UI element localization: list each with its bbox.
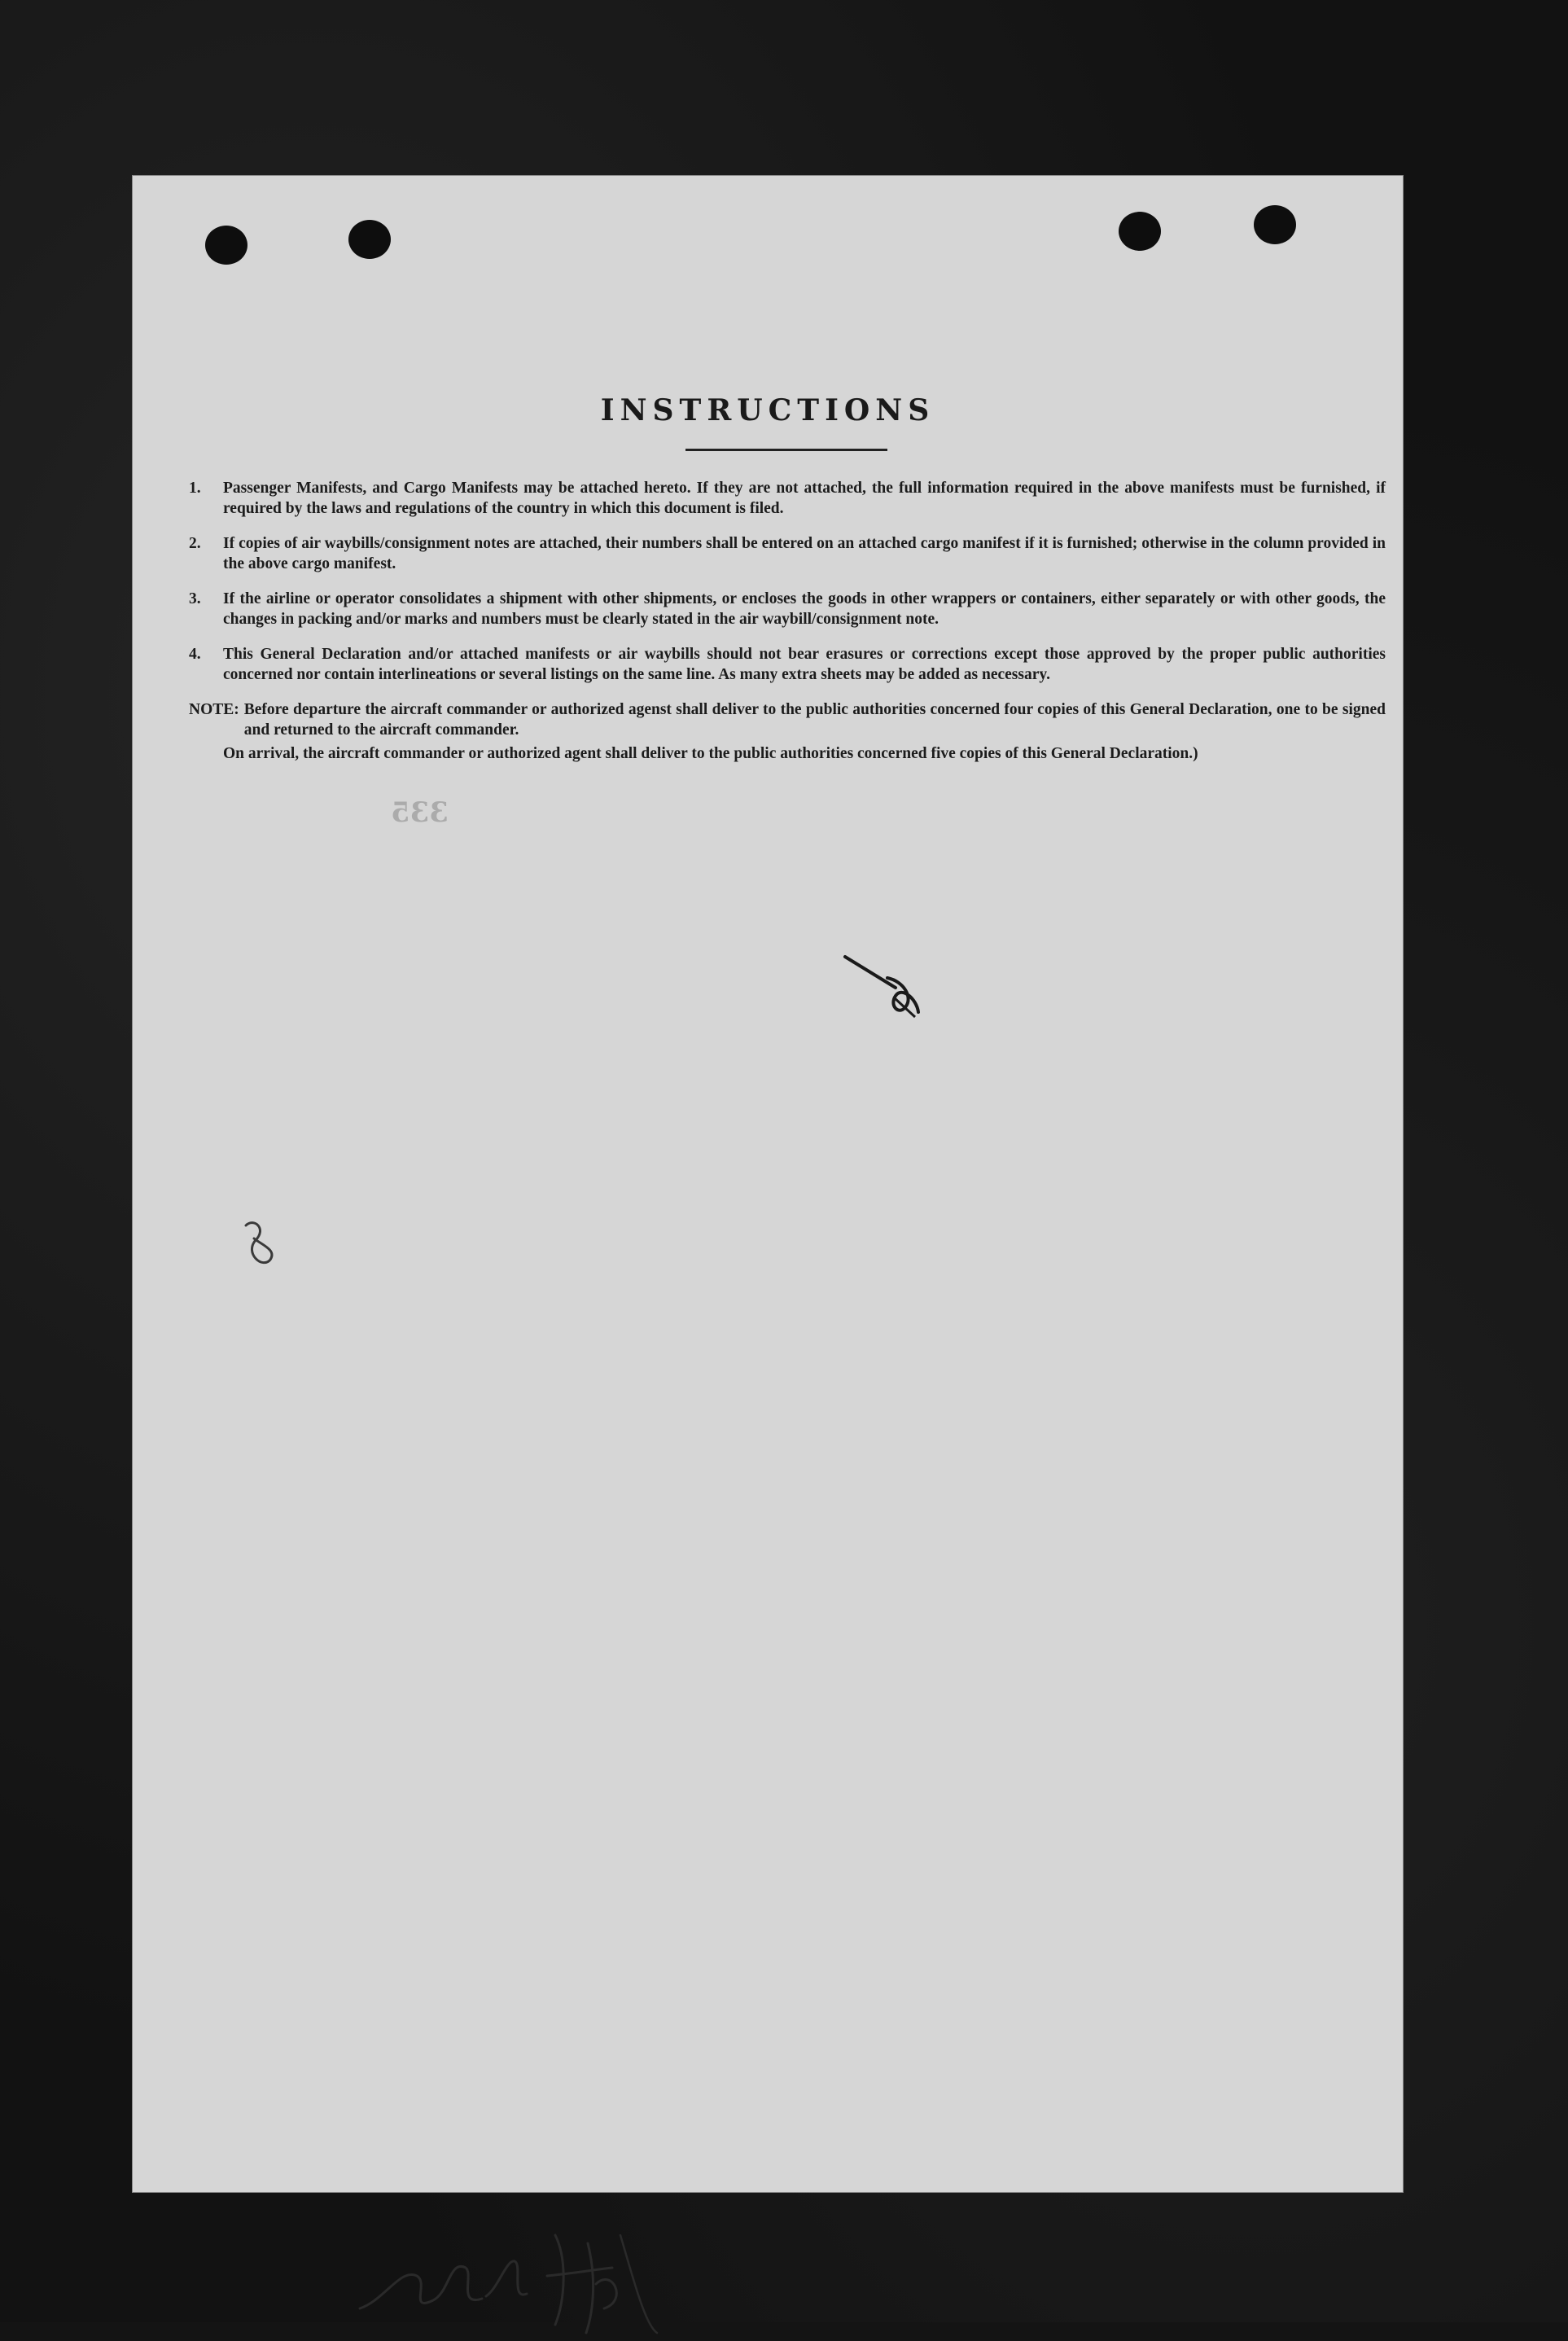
instruction-number: 3. [189,590,201,607]
instruction-number: 4. [189,646,201,663]
signature [352,2211,759,2341]
note-block [189,699,1386,740]
punch-hole [1254,205,1296,244]
title-underline [685,449,887,451]
instruction-number: 2. [189,535,201,552]
instruction-text: If the airline or operator consolidates a shipment with other shipments, or encloses the goods in other wrappers or containers, either separately or with other goods, the changes in packing and/or marks and numbers must be clearly stated in the air waybill/consignment note. [223,590,1386,628]
instruction-item [189,533,1386,574]
ink-mark [839,949,936,1038]
handwritten-eight-mark [238,1217,278,1278]
note-departure-text: Before departure the aircraft commander or authorized agenst shall deliver to the public authorities concerned four copies of this General Declaration, one to be signed and returned to the aircraft commander. [243,701,1386,739]
instruction-item [189,478,1386,519]
punch-hole [205,226,247,265]
document-page [132,175,1404,2193]
instruction-text: This General Declaration and/or attached manifests or air waybills should not bear erasures or corrections except those approved by the proper public authorities concerned nor contain interlineations or several listings on the same line. As many extra sheets may be added as necessary. [223,646,1386,683]
instruction-text: Passenger Manifests, and Cargo Manifests may be attached hereto. If they are not attached, the full information required in the above manifests must be furnished, if required by the laws and regulations of the country in which this document is filed. [223,480,1386,517]
punch-hole [348,220,391,259]
instructions-list [189,478,1386,764]
instruction-item [189,644,1386,685]
instruction-number: 1. [189,480,201,497]
instruction-text: If copies of air waybills/consignment notes are attached, their numbers shall be entered on an attached cargo manifest if it is furnished; otherwise in the column provided in the above cargo manifest. [223,535,1386,572]
page-title: INSTRUCTIONS [600,393,935,427]
punch-hole [1119,212,1161,251]
instruction-item [189,589,1386,629]
note-label: NOTE: [189,701,239,718]
note-arrival-text: On arrival, the aircraft commander or authorized agent shall deliver to the public authorities concerned five copies of this General Declaration.) [223,745,1198,762]
stamp-number: 335 [391,796,449,829]
